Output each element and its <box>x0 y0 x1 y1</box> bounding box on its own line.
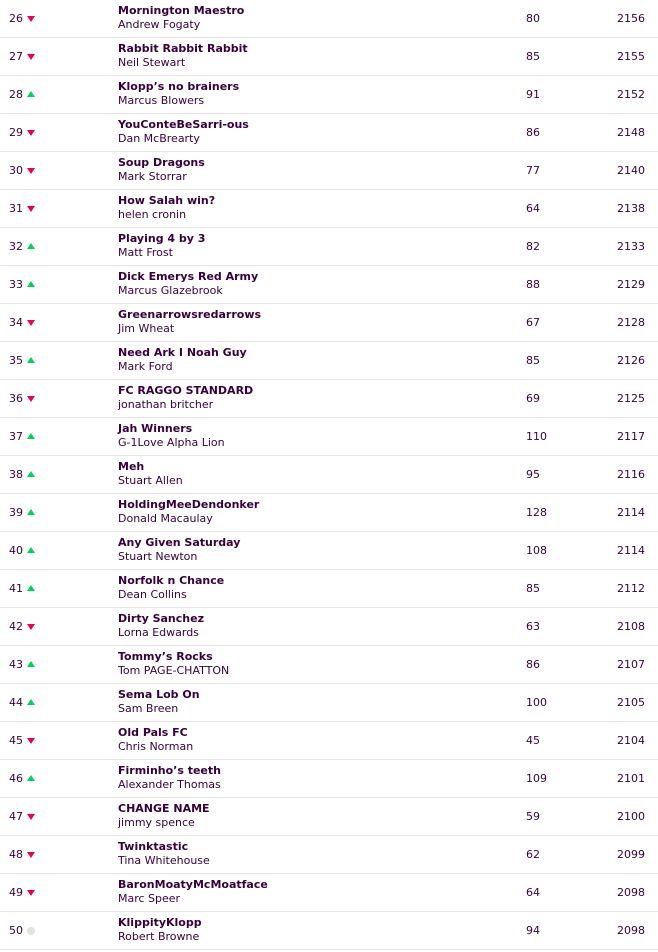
total-points: 2101 <box>617 772 645 785</box>
rank: 42 <box>9 620 23 633</box>
team-name-link[interactable]: Klopp’s no brainers <box>118 80 240 93</box>
rank-up-arrow-icon <box>27 433 35 439</box>
team-name-link[interactable]: BaronMoatyMcMoatface <box>118 878 268 891</box>
gameweek-points: 62 <box>526 848 540 861</box>
team-name-link[interactable]: FC RAGGO STANDARD <box>118 384 254 397</box>
team-name-link[interactable]: Twinktastic <box>118 840 189 853</box>
manager-name: Marc Speer <box>118 892 181 905</box>
rank-up-arrow-icon <box>27 471 35 477</box>
gameweek-points: 85 <box>526 354 540 367</box>
total-points: 2128 <box>617 316 645 329</box>
team-name-link[interactable]: Rabbit Rabbit Rabbit <box>118 42 248 55</box>
rank-up-arrow-icon <box>27 547 35 553</box>
total-points: 2108 <box>617 620 645 633</box>
gameweek-points: 63 <box>526 620 540 633</box>
rank: 39 <box>9 506 23 519</box>
gameweek-points: 59 <box>526 810 540 823</box>
team-name-link[interactable]: Jah Winners <box>118 422 193 435</box>
manager-name: Andrew Fogaty <box>118 18 201 31</box>
total-points: 2112 <box>617 582 645 595</box>
table-row <box>0 190 658 228</box>
gameweek-points: 45 <box>526 734 540 747</box>
table-row <box>0 152 658 190</box>
manager-name: jonathan britcher <box>118 398 214 411</box>
total-points: 2107 <box>617 658 645 671</box>
manager-name: Robert Browne <box>118 930 200 943</box>
total-points: 2117 <box>617 430 645 443</box>
gameweek-points: 80 <box>526 12 540 25</box>
team-name-link[interactable]: Sema Lob On <box>118 688 200 701</box>
team-name-link[interactable]: CHANGE NAME <box>118 802 210 815</box>
table-row <box>0 0 658 38</box>
manager-name: Alexander Thomas <box>118 778 221 791</box>
table-row <box>0 76 658 114</box>
team-name-link[interactable]: HoldingMeeDendonker <box>118 498 260 511</box>
gameweek-points: 109 <box>526 772 547 785</box>
team-name-link[interactable]: Norfolk n Chance <box>118 574 225 587</box>
table-row <box>0 342 658 380</box>
team-name-link[interactable]: Playing 4 by 3 <box>118 232 206 245</box>
gameweek-points: 85 <box>526 582 540 595</box>
rank: 40 <box>9 544 23 557</box>
manager-name: Matt Frost <box>118 246 173 259</box>
gameweek-points: 64 <box>526 886 540 899</box>
manager-name: Dean Collins <box>118 588 187 601</box>
rank-down-arrow-icon <box>27 396 35 402</box>
rank-down-arrow-icon <box>27 320 35 326</box>
table-row <box>0 570 658 608</box>
gameweek-points: 64 <box>526 202 540 215</box>
gameweek-points: 67 <box>526 316 540 329</box>
total-points: 2152 <box>617 88 645 101</box>
rank: 29 <box>9 126 23 139</box>
rank: 30 <box>9 164 23 177</box>
rank-up-arrow-icon <box>27 661 35 667</box>
gameweek-points: 82 <box>526 240 540 253</box>
rank-down-arrow-icon <box>27 852 35 858</box>
manager-name: Sam Breen <box>118 702 179 715</box>
rank: 49 <box>9 886 23 899</box>
manager-name: Dan McBrearty <box>118 132 200 145</box>
rank-down-arrow-icon <box>27 130 35 136</box>
total-points: 2098 <box>617 924 645 937</box>
total-points: 2100 <box>617 810 645 823</box>
manager-name: Tina Whitehouse <box>118 854 210 867</box>
total-points: 2133 <box>617 240 645 253</box>
team-name-link[interactable]: Any Given Saturday <box>118 536 241 549</box>
manager-name: Mark Ford <box>118 360 173 373</box>
gameweek-points: 94 <box>526 924 540 937</box>
team-name-link[interactable]: How Salah win? <box>118 194 216 207</box>
manager-name: helen cronin <box>118 208 187 221</box>
rank-down-arrow-icon <box>27 624 35 630</box>
team-name-link[interactable]: Dick Emerys Red Army <box>118 270 259 283</box>
rank: 45 <box>9 734 23 747</box>
table-row <box>0 380 658 418</box>
rank-down-arrow-icon <box>27 206 35 212</box>
total-points: 2126 <box>617 354 645 367</box>
rank: 44 <box>9 696 23 709</box>
total-points: 2129 <box>617 278 645 291</box>
rank-down-arrow-icon <box>27 168 35 174</box>
manager-name: jimmy spence <box>118 816 195 829</box>
manager-name: Donald Macaulay <box>118 512 213 525</box>
team-name-link[interactable]: Meh <box>118 460 145 473</box>
manager-name: Jim Wheat <box>118 322 175 335</box>
rank: 48 <box>9 848 23 861</box>
manager-name: Stuart Newton <box>118 550 198 563</box>
gameweek-points: 85 <box>526 50 540 63</box>
total-points: 2114 <box>617 544 645 557</box>
rank: 38 <box>9 468 23 481</box>
rank: 31 <box>9 202 23 215</box>
rank-down-arrow-icon <box>27 54 35 60</box>
table-row <box>0 266 658 304</box>
gameweek-points: 110 <box>526 430 547 443</box>
team-name-link[interactable]: Greenarrowsredarrows <box>118 308 262 321</box>
table-row <box>0 456 658 494</box>
manager-name: Marcus Glazebrook <box>118 284 223 297</box>
table-row <box>0 494 658 532</box>
rank: 50 <box>9 924 23 937</box>
team-name-link[interactable]: Mornington Maestro <box>118 4 245 17</box>
total-points: 2098 <box>617 886 645 899</box>
table-row <box>0 874 658 912</box>
manager-name: Mark Storrar <box>118 170 187 183</box>
team-name-link[interactable]: Old Pals FC <box>118 726 188 739</box>
table-row <box>0 418 658 456</box>
rank-up-arrow-icon <box>27 91 35 97</box>
rank-up-arrow-icon <box>27 357 35 363</box>
table-row <box>0 38 658 76</box>
manager-name: Lorna Edwards <box>118 626 199 639</box>
team-name-link[interactable]: Dirty Sanchez <box>118 612 204 625</box>
total-points: 2104 <box>617 734 645 747</box>
rank: 33 <box>9 278 23 291</box>
rank: 36 <box>9 392 23 405</box>
rank: 34 <box>9 316 23 329</box>
table-row <box>0 722 658 760</box>
table-row <box>0 228 658 266</box>
rank: 37 <box>9 430 23 443</box>
rank: 46 <box>9 772 23 785</box>
gameweek-points: 86 <box>526 126 540 139</box>
rank: 26 <box>9 12 23 25</box>
table-row <box>0 684 658 722</box>
rank-up-arrow-icon <box>27 775 35 781</box>
rank-down-arrow-icon <box>27 814 35 820</box>
total-points: 2116 <box>617 468 645 481</box>
table-row <box>0 304 658 342</box>
gameweek-points: 88 <box>526 278 540 291</box>
rank-up-arrow-icon <box>27 243 35 249</box>
table-row <box>0 912 658 950</box>
gameweek-points: 108 <box>526 544 547 557</box>
rank-up-arrow-icon <box>27 281 35 287</box>
team-name-link[interactable]: Soup Dragons <box>118 156 205 169</box>
team-name-link[interactable]: YouConteBeSarri-ous <box>118 118 249 131</box>
gameweek-points: 86 <box>526 658 540 671</box>
rank: 47 <box>9 810 23 823</box>
rank-up-arrow-icon <box>27 699 35 705</box>
manager-name: Neil Stewart <box>118 56 186 69</box>
manager-name: Chris Norman <box>118 740 194 753</box>
manager-name: Stuart Allen <box>118 474 183 487</box>
table-row <box>0 608 658 646</box>
manager-name: Tom PAGE-CHATTON <box>118 664 230 677</box>
total-points: 2155 <box>617 50 645 63</box>
manager-name: Marcus Blowers <box>118 94 205 107</box>
rank: 35 <box>9 354 23 367</box>
gameweek-points: 100 <box>526 696 547 709</box>
gameweek-points: 91 <box>526 88 540 101</box>
rank-down-arrow-icon <box>27 16 35 22</box>
rank-down-arrow-icon <box>27 890 35 896</box>
total-points: 2105 <box>617 696 645 709</box>
total-points: 2138 <box>617 202 645 215</box>
total-points: 2156 <box>617 12 645 25</box>
rank: 28 <box>9 88 23 101</box>
rank-down-arrow-icon <box>27 738 35 744</box>
rank: 27 <box>9 50 23 63</box>
table-row <box>0 760 658 798</box>
gameweek-points: 69 <box>526 392 540 405</box>
team-name-link[interactable]: KlippityKlopp <box>118 916 202 929</box>
rank-up-arrow-icon <box>27 585 35 591</box>
table-row <box>0 532 658 570</box>
rank: 41 <box>9 582 23 595</box>
manager-name: G-1Love Alpha Lion <box>118 436 225 449</box>
table-row <box>0 114 658 152</box>
team-name-link[interactable]: Tommy’s Rocks <box>118 650 213 663</box>
rank: 43 <box>9 658 23 671</box>
total-points: 2125 <box>617 392 645 405</box>
table-row <box>0 798 658 836</box>
rank-up-arrow-icon <box>27 509 35 515</box>
gameweek-points: 77 <box>526 164 540 177</box>
total-points: 2148 <box>617 126 645 139</box>
team-name-link[interactable]: Firminho’s teeth <box>118 764 221 777</box>
rank-unchanged-dot-icon <box>27 927 35 935</box>
table-row <box>0 646 658 684</box>
table-row <box>0 836 658 874</box>
total-points: 2140 <box>617 164 645 177</box>
total-points: 2114 <box>617 506 645 519</box>
gameweek-points: 128 <box>526 506 547 519</box>
total-points: 2099 <box>617 848 645 861</box>
team-name-link[interactable]: Need Ark I Noah Guy <box>118 346 247 359</box>
rank: 32 <box>9 240 23 253</box>
gameweek-points: 95 <box>526 468 540 481</box>
